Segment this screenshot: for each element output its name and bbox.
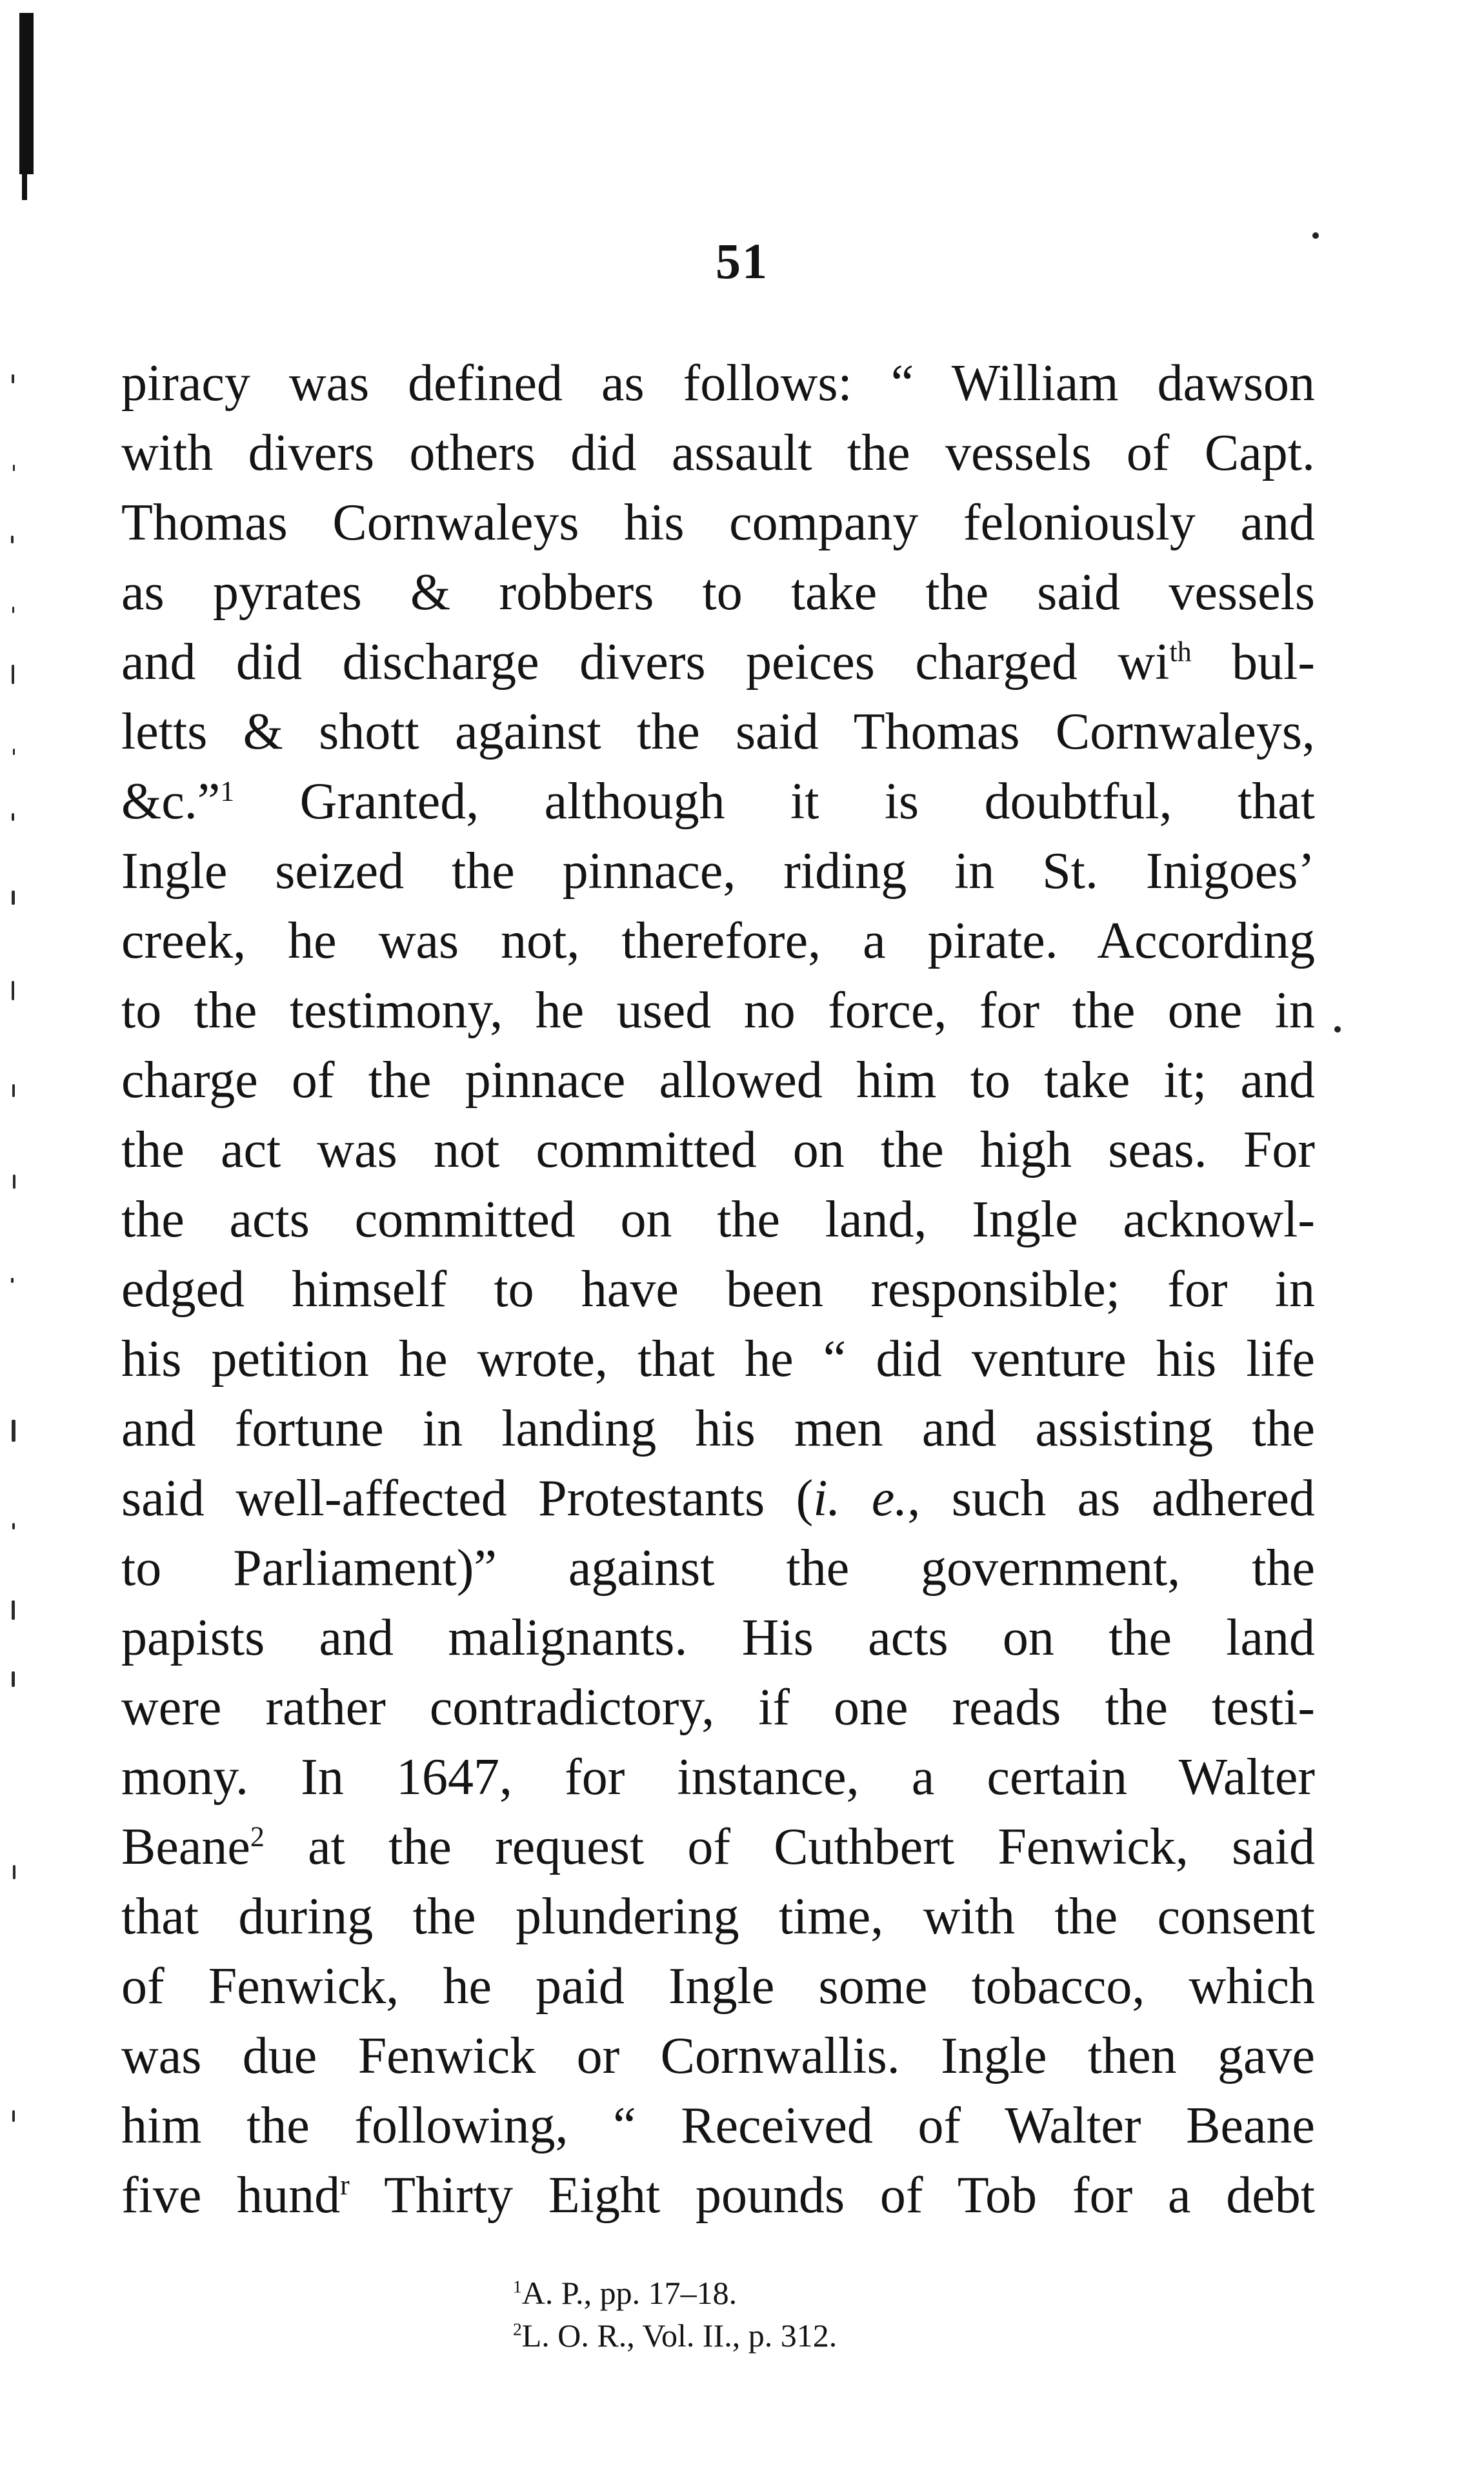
margin-specks [0,361,45,2168]
text-line: mony. In 1647, for instance, a certain Walter [121,1749,1315,1806]
binding-edge-artifact [19,13,34,174]
text-line: the act was not committed on the high seas. For [121,1122,1315,1178]
text-line: five hund$^r$ Thirty Eight pounds of Tob for a debt [121,2167,1316,2224]
text-line: papists and malignants. His acts on the land [121,1609,1315,1666]
text-line: to the testimony, he used no force, for the one in [121,982,1315,1039]
text-line: as pyrates & robbers to take the said vessels [121,564,1315,621]
footnote: $^1$A. P., pp. 17–18. [513,2275,737,2311]
footnote-marker: 2 [513,2319,522,2339]
text-line: of Fenwick, he paid Ingle some tobacco, which [121,1958,1315,2015]
text-line: were rather contradictory, if one reads the testi- [121,1679,1315,1736]
text-line: the acts committed on the land, Ingle acknowl- [121,1191,1315,1248]
page-number: 51 [716,233,768,289]
superscript: r [340,2169,350,2201]
text-line: edged himself to have been responsible; for in [121,1261,1315,1318]
superscript: 1 [220,775,235,807]
text-line: was due Fenwick or Cornwallis. Ingle then gave [121,2028,1315,2084]
footnotes [513,2272,1094,2357]
text-line: him the following, “ Received of Walter Beane [121,2097,1315,2154]
text-line: said well-affected Protestants (i. e., such as adhered [121,1470,1315,1527]
body-text [121,348,1315,2230]
edge-speck [1334,1026,1341,1033]
text-line: and fortune in landing his men and assisting the [121,1400,1315,1457]
text-line: Ingle seized the pinnace, riding in St. Inigoes’ [121,843,1315,900]
text-line: with divers others did assault the vessels of Capt. [121,425,1315,481]
text-line: and did discharge divers peices charged $wi^{th}$ bul- [121,634,1315,691]
superscript: th [1169,636,1192,668]
text-line: Thomas Cornwaleys his company feloniously and [121,494,1315,551]
text-line: his petition he wrote, that he “ did venture his life [121,1331,1315,1387]
italic-text: i. e. [813,1470,908,1527]
text-line: letts & shott against the said Thomas Cornwaleys, [121,703,1315,760]
text-line: that during the plundering time, with the consent [121,1888,1315,1945]
footnote-marker: 1 [513,2276,522,2297]
text-line: to Parliament)” against the government, the [121,1540,1315,1597]
text-line: charge of the pinnace allowed him to take it; and [121,1052,1315,1109]
footnote: $^2$L. O. R., Vol. II., p. 312. [513,2317,837,2354]
text-line: Beane$^2$ at the request of Cuthbert Fenwick, said [121,1819,1315,1875]
text-line: &c.”$^1$ Granted, although it is doubtful, that [121,773,1315,830]
superscript: 2 [250,1820,265,1853]
text-line: creek, he was not, therefore, a pirate. According [121,913,1315,969]
text-line: piracy was defined as follows: “ William dawson [121,355,1315,412]
